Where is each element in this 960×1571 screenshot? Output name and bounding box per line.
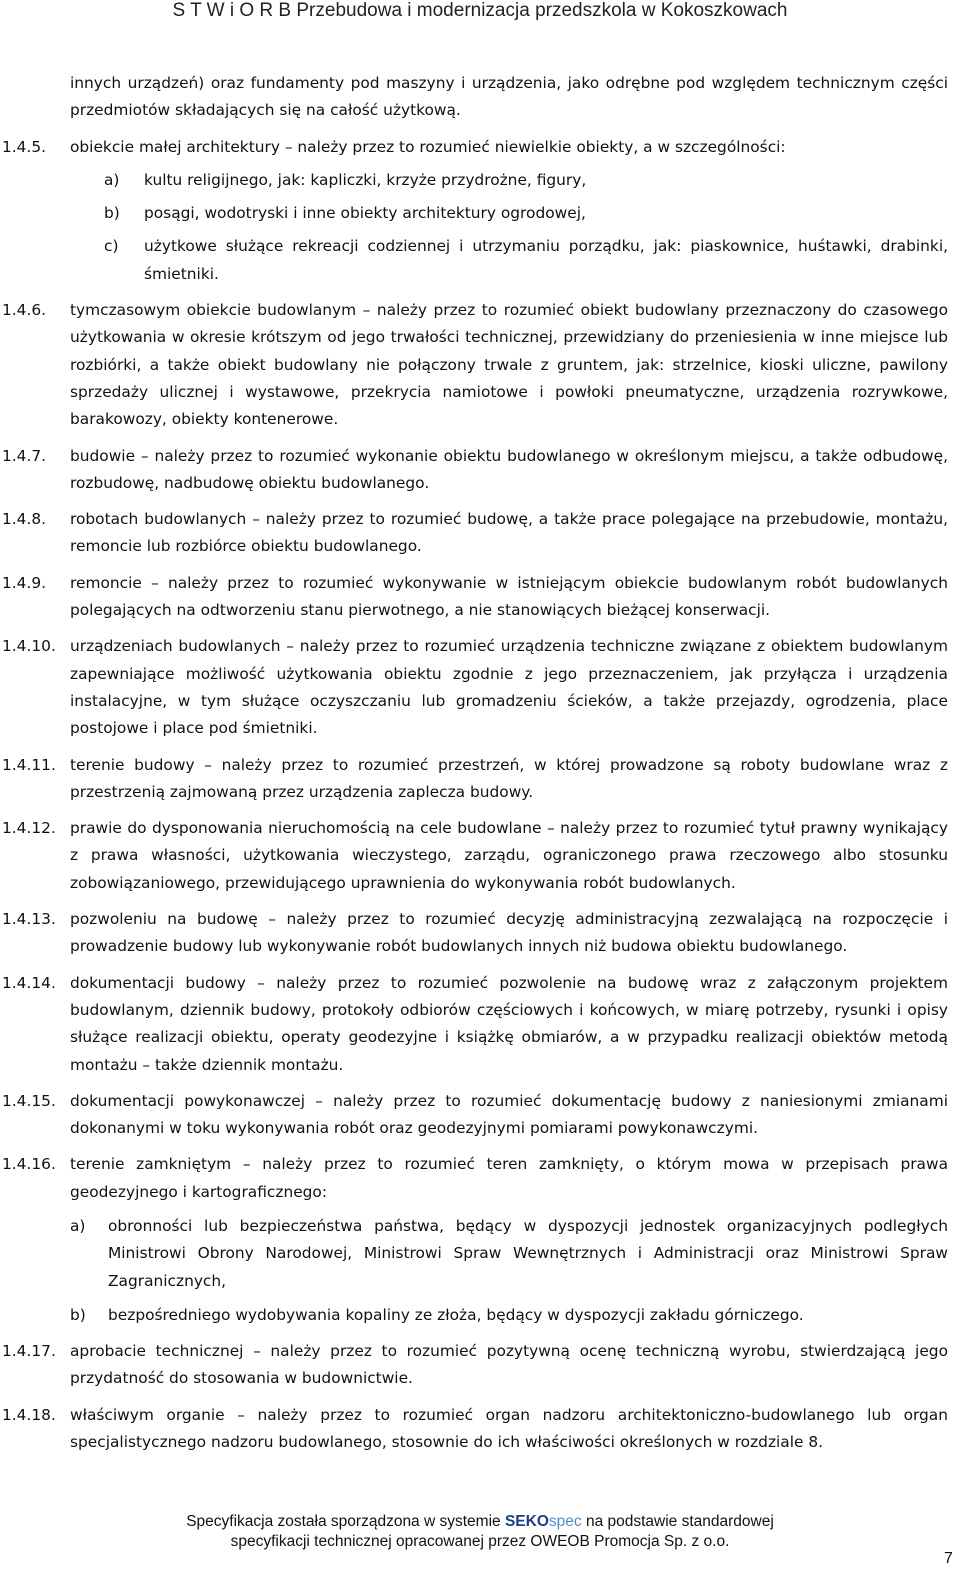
list-item bbox=[0, 1302, 960, 1329]
section-text: aprobacie technicznej – należy przez to rozumieć pozytywną ocenę techniczną wyrobu, stwierdzającą jego przydatność do stosowania w budownictwie. bbox=[70, 1342, 948, 1388]
section-text: tymczasowym obiekcie budowlanym – należy przez to rozumieć obiekt budowlany przeznaczony do czasowego użytkowania w okresie krótszym od jego trwałości technicznej, przewidziany do przeniesienia w inne miejsce lub rozbiórki, a także obiekt budowlany nie połączony trwale z gruntem, jak: strzelnice, kioski uliczne, pawilony sprzedaży ulicznej i wystawowe, przekrycia namiotowe i powłoki pneumatyczne, urządzenia rozrywkowe, barakowozy, obiekty kontenerowe. bbox=[70, 301, 948, 429]
sekospec-logo: SEKOspec bbox=[504, 1513, 582, 1530]
section-number: 1.4.11. bbox=[2, 755, 56, 774]
intro-text: innych urządzeń) oraz fundamenty pod maszyny i urządzenia, jako odrębne pod względem technicznym części przedmiotów składających się na całość użytkową. bbox=[70, 74, 948, 120]
section-1-4-5 bbox=[0, 134, 960, 161]
intro-paragraph bbox=[0, 70, 960, 125]
section-1-4-7 bbox=[0, 443, 960, 498]
section-number: 1.4.15. bbox=[2, 1091, 56, 1110]
list-item bbox=[0, 233, 960, 288]
section-number: 1.4.17. bbox=[2, 1342, 56, 1361]
section-number: 1.4.14. bbox=[2, 973, 56, 992]
section-number: 1.4.8. bbox=[2, 510, 47, 529]
section-text: pozwoleniu na budowę – należy przez to rozumieć decyzję administracyjną zezwalającą na rozpoczęcie i prowadzenie budowy lub wykonywanie robót budowlanych innych niż budowa obiektu budowlanego. bbox=[70, 910, 948, 956]
page-footer bbox=[0, 1512, 960, 1552]
section-1-4-11 bbox=[0, 752, 960, 807]
section-text: obiekcie małej architektury – należy przez to rozumieć niewielkie obiekty, a w szczególności: bbox=[70, 137, 786, 156]
section-1-4-17 bbox=[0, 1338, 960, 1393]
footer-line-1 bbox=[0, 1512, 960, 1532]
section-text: robotach budowlanych – należy przez to rozumieć budowę, a także prace polegające na przebudowie, montażu, remoncie lub rozbiórce obiektu budowlanego. bbox=[70, 510, 948, 556]
footer-text: na podstawie standardowej bbox=[585, 1513, 774, 1530]
section-text: dokumentacji budowy – należy przez to rozumieć pozwolenie na budowę wraz z załączonym projektem budowlanym, dziennik budowy, protokoły odbiorów częściowych i końcowych, w miarę potrzeby, rysunki i opisy służące realizacji obiektu, operaty geodezyjne i książkę obmiarów, a w przypadku realizacji obiektów metodą montażu – także dziennik montażu. bbox=[70, 973, 948, 1074]
section-number: 1.4.13. bbox=[2, 910, 56, 929]
section-1-4-10 bbox=[0, 633, 960, 742]
list-text: kultu religijnego, jak: kapliczki, krzyże przydrożne, figury, bbox=[144, 170, 587, 189]
section-text: remoncie – należy przez to rozumieć wykonywanie w istniejącym obiekcie budowlanym robót budowlanych polegających na odtworzeniu stanu pierwotnego, a nie stanowiących bieżącej konserwacji. bbox=[70, 573, 948, 620]
section-text: prawie do dysponowania nieruchomością na cele budowlane – należy przez to rozumieć tytuł prawny wynikający z prawa własności, użytkowania wieczystego, zarządu, ograniczonego prawa rzeczowego albo stosunku zobowiązaniowego, przewidującego uprawnienia do wykonywania robót budowlanych. bbox=[70, 819, 948, 892]
section-number: 1.4.6. bbox=[2, 301, 47, 320]
list-item bbox=[0, 200, 960, 227]
section-text: dokumentacji powykonawczej – należy przez to rozumieć dokumentację budowy z naniesionymi zmianami dokonanymi w toku wykonywania robót oraz geodezyjnymi pomiarami powykonawczymi. bbox=[70, 1091, 948, 1138]
section-1-4-18 bbox=[0, 1402, 960, 1457]
section-1-4-9 bbox=[0, 570, 960, 625]
section-text: terenie budowy – należy przez to rozumieć przestrzeń, w której prowadzone są roboty budowlane wraz z przestrzenią zajmowaną przez urządzenia zaplecza budowy. bbox=[70, 755, 948, 801]
list-item bbox=[0, 167, 960, 194]
section-1-4-8 bbox=[0, 506, 960, 561]
footer-text: Specyfikacja została sporządzona w systemie bbox=[186, 1513, 501, 1530]
list-letter: a) bbox=[70, 1216, 86, 1235]
list-letter: b) bbox=[104, 204, 120, 223]
section-number: 1.4.16. bbox=[2, 1155, 56, 1174]
list-item bbox=[0, 1213, 960, 1295]
section-1-4-14 bbox=[0, 970, 960, 1079]
section-text: właściwym organie – należy przez to rozumieć organ nadzoru architektoniczno-budowlanego lub organ specjalistycznego nadzoru budowlanego, stosownie do ich właściwości określonych w rozdziale 8. bbox=[70, 1405, 948, 1452]
page-header: S T W i O R B Przebudowa i modernizacja przedszkola w Kokoszkowach bbox=[172, 0, 788, 21]
section-number: 1.4.18. bbox=[2, 1405, 56, 1424]
footer-line-2: specyfikacji technicznej opracowanej przez OWEOB Promocja Sp. z o.o. bbox=[230, 1533, 730, 1550]
list-letter: a) bbox=[104, 170, 120, 189]
section-number: 1.4.7. bbox=[2, 446, 47, 465]
section-text: budowie – należy przez to rozumieć wykonanie obiektu budowlanego w określonym miejscu, a także odbudowę, rozbudowę, nadbudowę obiektu budowlanego. bbox=[70, 446, 948, 492]
section-number: 1.4.9. bbox=[2, 573, 47, 592]
section-1-4-6 bbox=[0, 297, 960, 433]
section-number: 1.4.12. bbox=[2, 819, 56, 838]
section-text: terenie zamkniętym – należy przez to rozumieć teren zamknięty, o którym mowa w przepisach prawa geodezyjnego i kartograficznego: bbox=[70, 1155, 948, 1201]
list-letter: b) bbox=[70, 1305, 86, 1324]
section-1-4-13 bbox=[0, 906, 960, 961]
section-number: 1.4.10. bbox=[2, 637, 56, 656]
list-text: bezpośredniego wydobywania kopaliny ze złoża, będący w dyspozycji zakładu górniczego. bbox=[108, 1305, 804, 1324]
section-text: urządzeniach budowlanych – należy przez to rozumieć urządzenia techniczne związane z obiektem budowlanym zapewniające możliwość użytkowania obiektu zgodnie z jego przeznaczeniem, jak przyłącza i urządzenia instalacyjne, w tym służące oczyszczaniu lub gromadzeniu ścieków, a także przejazdy, ogrodzenia, place postojowe i place pod śmietniki. bbox=[70, 637, 948, 738]
list-letter: c) bbox=[104, 237, 119, 256]
section-1-4-15 bbox=[0, 1088, 960, 1143]
section-1-4-16 bbox=[0, 1151, 960, 1206]
document-body bbox=[0, 70, 960, 1465]
list-text: użytkowe służące rekreacji codziennej i utrzymaniu porządku, jak: piaskownice, huśtawki, drabinki, śmietniki. bbox=[144, 237, 948, 283]
section-1-4-12 bbox=[0, 815, 960, 897]
list-text: obronności lub bezpieczeństwa państwa, będący w dyspozycji jednostek organizacyjnych podległych Ministrowi Obrony Narodowej, Ministrowi Spraw Wewnętrznych i Administracji oraz Ministrowi Spraw Zagranicznych, bbox=[108, 1216, 948, 1290]
list-text: posągi, wodotryski i inne obiekty architektury ogrodowej, bbox=[144, 204, 586, 223]
page-number: 7 bbox=[944, 1550, 953, 1567]
section-number: 1.4.5. bbox=[2, 137, 47, 156]
